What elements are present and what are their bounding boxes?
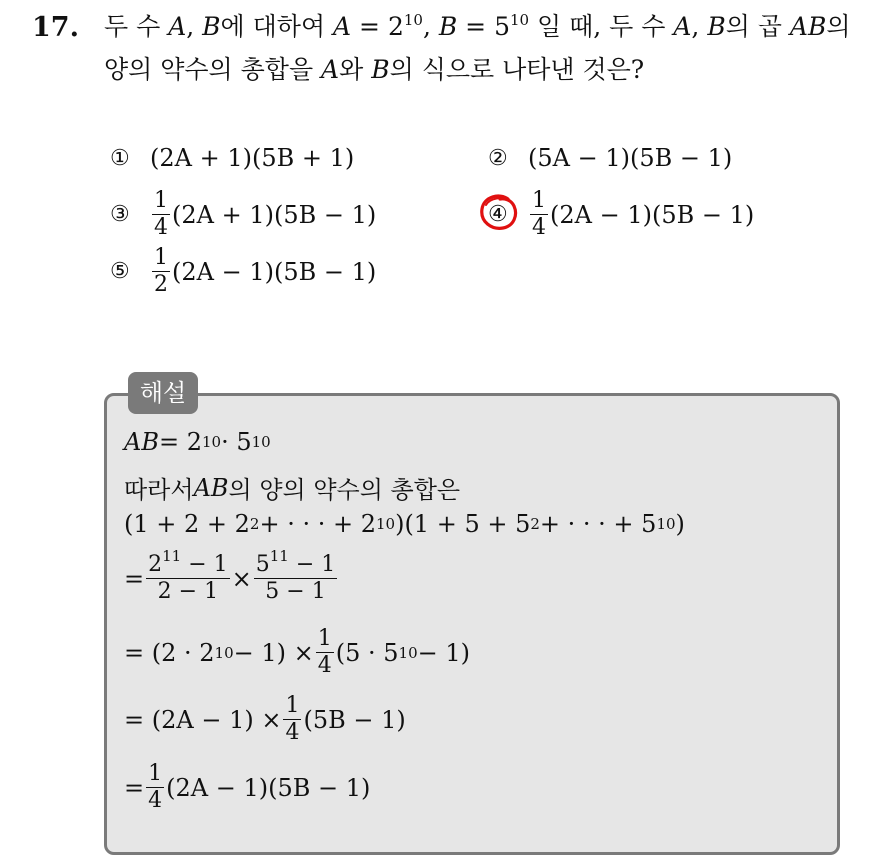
- fraction: $\frac{2^{11} - 1}{2 - 1}$: [148, 547, 228, 604]
- choice-mark: ②: [488, 145, 508, 171]
- solution-line-3: (1 + 2 + 2 2 + · · · + 2 10 )(1 + 5 + 5 2 + · · · + 5 10 ): [124, 510, 685, 538]
- fraction: $\frac{1}{4}$: [148, 761, 163, 813]
- solution-line-1: AB = 2 10 · 5 10: [124, 428, 271, 456]
- choice-mark: ①: [110, 145, 130, 171]
- fraction: $\frac{1}{4}$: [285, 693, 300, 745]
- choice-fraction: $\frac{1}{2}$: [154, 245, 168, 297]
- choice-3[interactable]: [110, 189, 376, 240]
- choice-expression: (2A − 1)(5B − 1): [172, 257, 377, 286]
- choice-mark: ③: [110, 202, 130, 227]
- choice-4[interactable]: [488, 189, 754, 240]
- choice-mark: ④: [488, 202, 508, 227]
- solution-line-6: = (2A − 1) × $\frac{1}{4}$ (5B − 1): [124, 693, 406, 745]
- choice-5[interactable]: [110, 246, 376, 297]
- solution-line-4: = $\frac{2^{11} - 1}{2 - 1}$ × $\frac{5^{11} - 1}{5 - 1}$: [124, 547, 336, 604]
- choice-fraction: $\frac{1}{4}$: [532, 188, 546, 240]
- fraction: $\frac{5^{11} - 1}{5 - 1}$: [255, 547, 336, 604]
- solution-line-5: = (2 · 2 10 − 1) × $\frac{1}{4}$ (5 · 5 10 − 1): [124, 626, 470, 678]
- choice-expression: (2A + 1)(5B − 1): [172, 200, 377, 229]
- choice-2[interactable]: [488, 144, 732, 172]
- question-number: 17.: [32, 12, 79, 43]
- question-text-line-2: 양의 약수의 총합을 A와 B의 식으로 나타낸 것은?: [104, 55, 645, 84]
- choice-expression: (2A − 1)(5B − 1): [550, 200, 755, 229]
- solution-line-7: = $\frac{1}{4}$ (2A − 1)(5B − 1): [124, 761, 371, 813]
- solution-line-2: 따라서 AB 의 양의 약수의 총합은: [124, 473, 461, 504]
- solution-tab-label: 해설: [128, 372, 198, 414]
- choice-fraction: $\frac{1}{4}$: [154, 188, 168, 240]
- choice-mark: ⑤: [110, 259, 130, 284]
- question-text-line-1: 두 수 A, B에 대하여 $A = 2^{10}$, $B = 5^{10}$ 일 때, 두 수 A, B의 곱 AB의: [104, 11, 851, 41]
- choice-expression: (2A + 1)(5B + 1): [150, 144, 355, 172]
- choice-expression: (5A − 1)(5B − 1): [528, 144, 733, 172]
- choice-1[interactable]: [110, 144, 354, 172]
- fraction: $\frac{1}{4}$: [317, 626, 332, 678]
